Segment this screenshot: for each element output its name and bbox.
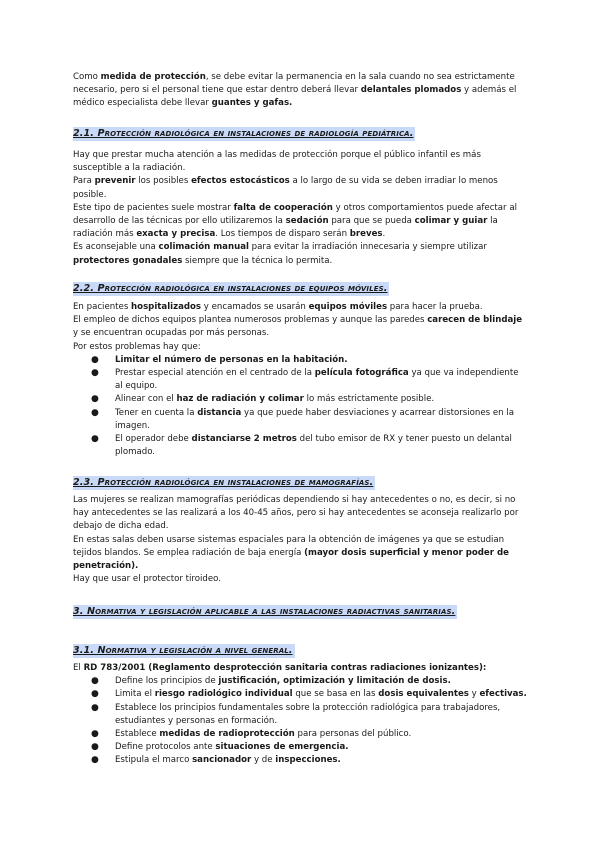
bullet-icon: ●: [91, 676, 99, 687]
bullet-icon: ●: [91, 689, 99, 700]
bold-text: exacta y precisa: [136, 229, 216, 240]
text: y: [468, 689, 480, 700]
heading-text: 2.2. Protección radiológica en instalaciones de equipos móviles.: [73, 283, 388, 294]
text: y de: [251, 755, 276, 766]
bold-text: protectores gonadales: [73, 255, 183, 266]
paragraph: [73, 314, 528, 340]
bold-text: (mayor dosis superficial y menor poder de penetración).: [73, 547, 509, 572]
bold-text: sancionador: [192, 755, 252, 766]
text: Tener en cuenta la: [115, 407, 198, 418]
paragraph: [73, 202, 528, 242]
bullet-icon: ●: [91, 742, 99, 753]
paragraph: [73, 341, 528, 354]
text: El operador debe: [115, 434, 192, 445]
text: y otros comportamientos puede afectar al desarrollo de las técnicas por ello utilizaremos la: [73, 202, 517, 227]
text: Alinear con el: [115, 394, 177, 405]
paragraph: [73, 175, 528, 201]
bold-text: dosis equivalentes: [378, 689, 469, 700]
section-heading: [73, 644, 528, 658]
text: Para: [73, 176, 95, 187]
bullet-list: [73, 675, 528, 767]
bold-text: RD 783/2001 (Reglamento desprotección sanitaria contras radiaciones ionizantes):: [83, 663, 487, 673]
bold-text: guantes y gafas.: [211, 98, 293, 109]
text: la radiación más: [73, 216, 498, 240]
text: Limita el: [115, 689, 155, 700]
bold-text: película fotográfica: [314, 368, 409, 379]
text: para personas del público.: [294, 729, 412, 740]
heading-text: 3. Normativa y legislación aplicable a las instalaciones radiactivas sanitarias.: [73, 606, 456, 617]
text: lo más estrictamente posible.: [303, 394, 435, 405]
text: .: [382, 229, 386, 240]
list-item: [91, 433, 528, 459]
text: para evitar la irradiación innecesaria y siempre utilizar: [248, 242, 487, 253]
text: , se debe evitar la permanencia en la sala cuando no sea estrictamente necesario, pero si el personal tiene que estar dentro deberá llevar: [73, 72, 515, 96]
bold-text: medidas de radioprotección: [159, 729, 295, 740]
bullet-list: [73, 354, 528, 460]
bold-text: colimación manual: [158, 242, 249, 253]
section-heading: [73, 601, 528, 622]
paragraph: [73, 241, 528, 267]
text: para hacer la prueba.: [387, 302, 483, 312]
list-item: [91, 754, 528, 767]
text: para que se pueda: [328, 216, 415, 227]
text: Define protocolos ante: [115, 742, 216, 753]
text: En estas salas deben usarse sistemas espaciales para la obtención de imágenes ya que se estudian tejidos blandos. Se emplea radiación de baja energía: [73, 534, 505, 558]
text: Establece: [115, 729, 160, 740]
text: El: [73, 663, 84, 673]
section-heading: [73, 282, 528, 296]
text: Establece los principios fundamentales sobre la protección radiológica para trabajadores, estudiantes y personas en formación.: [115, 702, 501, 726]
bullet-icon: ●: [91, 755, 99, 766]
text: . Los tiempos de disparo serán: [215, 229, 350, 240]
heading-text: 2.3. Protección radiológica en instalaciones de mamografías.: [73, 477, 374, 488]
text: ya que puede haber desviaciones y acarrear distorsiones en la imagen.: [115, 407, 514, 431]
bullet-icon: ●: [91, 354, 99, 365]
paragraph: [73, 534, 528, 574]
bullet-icon: ●: [91, 729, 99, 740]
list-item: [91, 407, 528, 433]
text: Define los principios de: [115, 676, 219, 687]
section-3: [73, 601, 528, 622]
bold-text: colimar y guiar: [414, 216, 488, 227]
paragraph: [73, 573, 528, 586]
bold-text: hospitalizados: [131, 302, 202, 312]
list-item: [91, 702, 528, 728]
bold-text: efectivas.: [479, 689, 527, 700]
bold-text: equipos móviles: [308, 302, 388, 312]
text: Hay que usar el protector tiroideo.: [73, 574, 221, 585]
bold-text: situaciones de emergencia.: [215, 742, 349, 753]
text: y se encuentran ocupadas por más personas.: [73, 328, 270, 339]
bullet-icon: ●: [91, 407, 99, 418]
bold-text: Limitar el número de personas en la habitación.: [115, 354, 348, 365]
text: Hay que prestar mucha atención a las medidas de protección porque el público infantil es más susceptible a la radiación.: [73, 150, 481, 174]
section-2-3: [73, 476, 528, 586]
section-2-2: [73, 282, 528, 459]
bold-text: riesgo radiológico individual: [154, 689, 293, 700]
text: y encamados se usarán: [201, 302, 309, 312]
paragraph: [73, 494, 528, 534]
bold-text: carecen de blindaje: [427, 315, 523, 326]
text: que se basa en las: [292, 689, 379, 700]
text: Estipula el marco: [115, 755, 193, 766]
bold-text: medida de protección: [100, 72, 206, 82]
bold-text: prevenir: [94, 176, 136, 187]
bullet-icon: ●: [91, 702, 99, 713]
text: Por estos problemas hay que:: [73, 341, 201, 352]
list-item: [91, 728, 528, 741]
text: ya que va independiente al equipo.: [115, 368, 519, 392]
bullet-icon: ●: [91, 368, 99, 379]
heading-text: 3.1. Normativa y legislación a nivel general.: [73, 645, 293, 656]
list-item: [91, 688, 528, 701]
heading-text: 2.1. Protección radiológica en instalaciones de radiología pediátrica.: [73, 128, 414, 139]
section-3-1: [73, 644, 528, 768]
paragraph: [73, 662, 528, 675]
bold-text: haz de radiación y colimar: [176, 394, 304, 405]
text: siempre que la técnica lo permita.: [182, 255, 333, 266]
list-item: [91, 741, 528, 754]
bold-text: breves: [349, 229, 383, 240]
list-item: [91, 354, 528, 367]
list-item: [91, 367, 528, 393]
text: Es aconsejable una: [73, 242, 159, 253]
bold-text: efectos estocásticos: [191, 176, 290, 187]
text: del tubo emisor de RX y tener puesto un delantal plomado.: [115, 434, 512, 458]
list-item: [91, 675, 528, 688]
bullet-icon: ●: [91, 394, 99, 405]
text: Este tipo de pacientes suele mostrar: [73, 202, 234, 213]
text: Las mujeres se realizan mamografías periódicas dependiendo si hay antecedentes o no, es decir, si no hay antecedentes se las realizará a los 40-45 años, pero si hay antecedentes se aconseja realizarlo por debajo de dicha edad.: [73, 495, 519, 532]
bold-text: inspecciones.: [275, 755, 341, 766]
list-item: [91, 393, 528, 406]
intro-paragraph: [73, 71, 528, 111]
text: los posibles: [135, 176, 192, 187]
bullet-icon: ●: [91, 434, 99, 445]
bold-text: distancia: [197, 407, 242, 418]
bold-text: distanciarse 2 metros: [191, 434, 297, 445]
text: Como: [73, 72, 101, 82]
section-2-1: [73, 127, 528, 268]
section-heading: [73, 476, 528, 490]
section-heading: [73, 127, 528, 141]
paragraph: [73, 301, 528, 314]
bold-text: sedación: [285, 216, 329, 227]
text: En pacientes: [73, 302, 132, 312]
bold-text: falta de cooperación: [233, 202, 333, 213]
bold-text: justificación, optimización y limitación de dosis.: [218, 676, 451, 687]
text: y además el médico especialista debe llevar: [73, 85, 517, 109]
text: Prestar especial atención en el centrado de la: [115, 368, 315, 379]
text: El empleo de dichos equipos plantea numerosos problemas y aunque las paredes: [73, 315, 428, 326]
bold-text: delantales plomados: [360, 85, 462, 96]
paragraph: [73, 149, 528, 175]
text: a lo largo de su vida se deben irradiar lo menos posible.: [73, 176, 498, 200]
